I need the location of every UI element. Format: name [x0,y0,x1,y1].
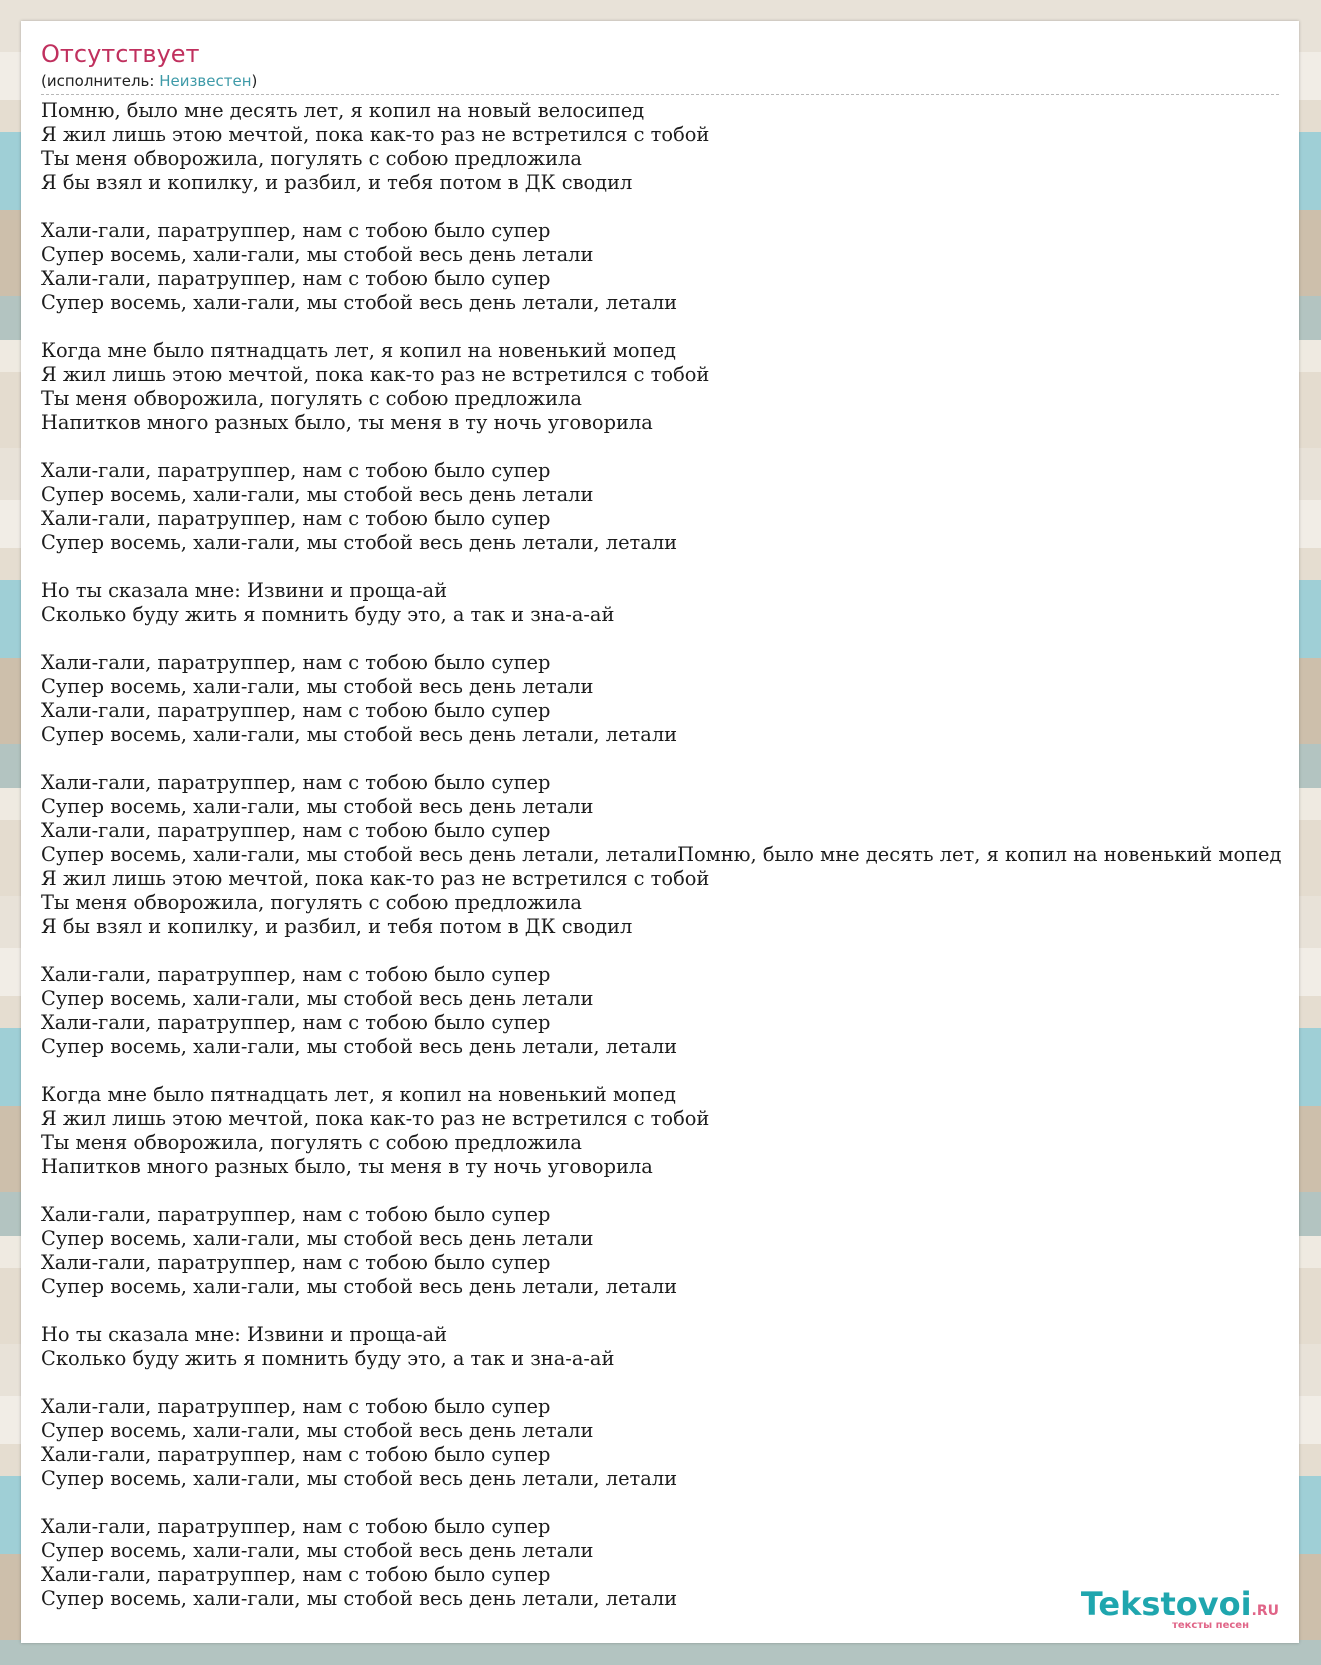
header-divider [41,94,1279,95]
logo-wordmark: Tekstovoi [1080,1585,1252,1623]
site-logo[interactable] [1081,1587,1279,1631]
artist-line [41,71,257,91]
artist-suffix: ) [251,72,258,90]
lyrics-card [21,21,1299,1643]
song-title: Отсутствует [41,40,200,68]
artist-prefix: (исполнитель: [41,72,160,90]
logo-tagline: тексты песен [1172,1620,1249,1631]
logo-tld: .RU [1251,1603,1279,1619]
artist-link[interactable]: Неизвестен [159,72,252,90]
lyrics-text: Помню, было мне десять лет, я копил на новый велосипед Я жил лишь этою мечтой, пока как-то раз не встретился с тобой Ты меня обворожила, погулять с собою предложила Я бы взял и копилку, и разбил, и тебя потом в ДК сводил Хали-гали, паратруппер, нам с тобою было супер Супер восемь, хали-гали, мы стобой весь день летали Хали-гали, паратруппер, нам с тобою было супер Супер восемь, хали-гали, мы стобой весь день летали, летали Когда мне было пятнадцать лет, я копил на новенький мопед Я жил лишь этою мечтой, пока как-то раз не встретился с тобой Ты меня обворожила, погулять с собою предложила Напитков много разных было, ты меня в ту ночь уговорила Хали-гали, паратруппер, нам с тобою было супер Супер восемь, хали-гали, мы стобой весь день летали Хали-гали, паратруппер, нам с тобою было супер Супер восемь, хали-гали, мы стобой весь день летали, летали Но ты сказала мне: Извини и проща-ай Сколько буду жить я помнить буду это, а так и зна-а-ай Хали-гали, паратруппер, нам с тобою было супер Супер восемь, хали-гали, мы стобой весь день летали Хали-гали, паратруппер, нам с тобою было супер Супер восемь, хали-гали, мы стобой весь день летали, летали Хали-гали, паратруппер, нам с тобою было супер Супер восемь, хали-гали, мы стобой весь день летали Хали-гали, паратруппер, нам с тобою было супер Супер восемь, хали-гали, мы стобой весь день летали, леталиПомню, было мне десять лет, я копил на новенький мопед Я жил лишь этою мечтой, пока как-то раз не встретился с тобой Ты меня обворожила, погулять с собою предложила Я бы взял и копилку, и разбил, и тебя потом в ДК сводил Хали-гали, паратруппер, нам с тобою было супер Супер восемь, хали-гали, мы стобой весь день летали Хали-гали, паратруппер, нам с тобою было супер Супер восемь, хали-гали, мы стобой весь день летали, летали Когда мне было пятнадцать лет, я копил на новенький мопед Я жил лишь этою мечтой, пока как-то раз не встретился с тобой Ты меня обворожила, погулять с собою предложила Напитков много разных было, ты меня в ту ночь уговорила Хали-гали, паратруппер, нам с тобою было супер Супер восемь, хали-гали, мы стобой весь день летали Хали-гали, паратруппер, нам с тобою было супер Супер восемь, хали-гали, мы стобой весь день летали, летали Но ты сказала мне: Извини и проща-ай Сколько буду жить я помнить буду это, а так и зна-а-ай Хали-гали, паратруппер, нам с тобою было супер Супер восемь, хали-гали, мы стобой весь день летали Хали-гали, паратруппер, нам с тобою было супер Супер восемь, хали-гали, мы стобой весь день летали, летали Хали-гали, паратруппер, нам с тобою было супер Супер восемь, хали-гали, мы стобой весь день летали Хали-гали, паратруппер, нам с тобою было супер Супер восемь, хали-гали, мы стобой весь день летали, летали [41,99,1282,1610]
